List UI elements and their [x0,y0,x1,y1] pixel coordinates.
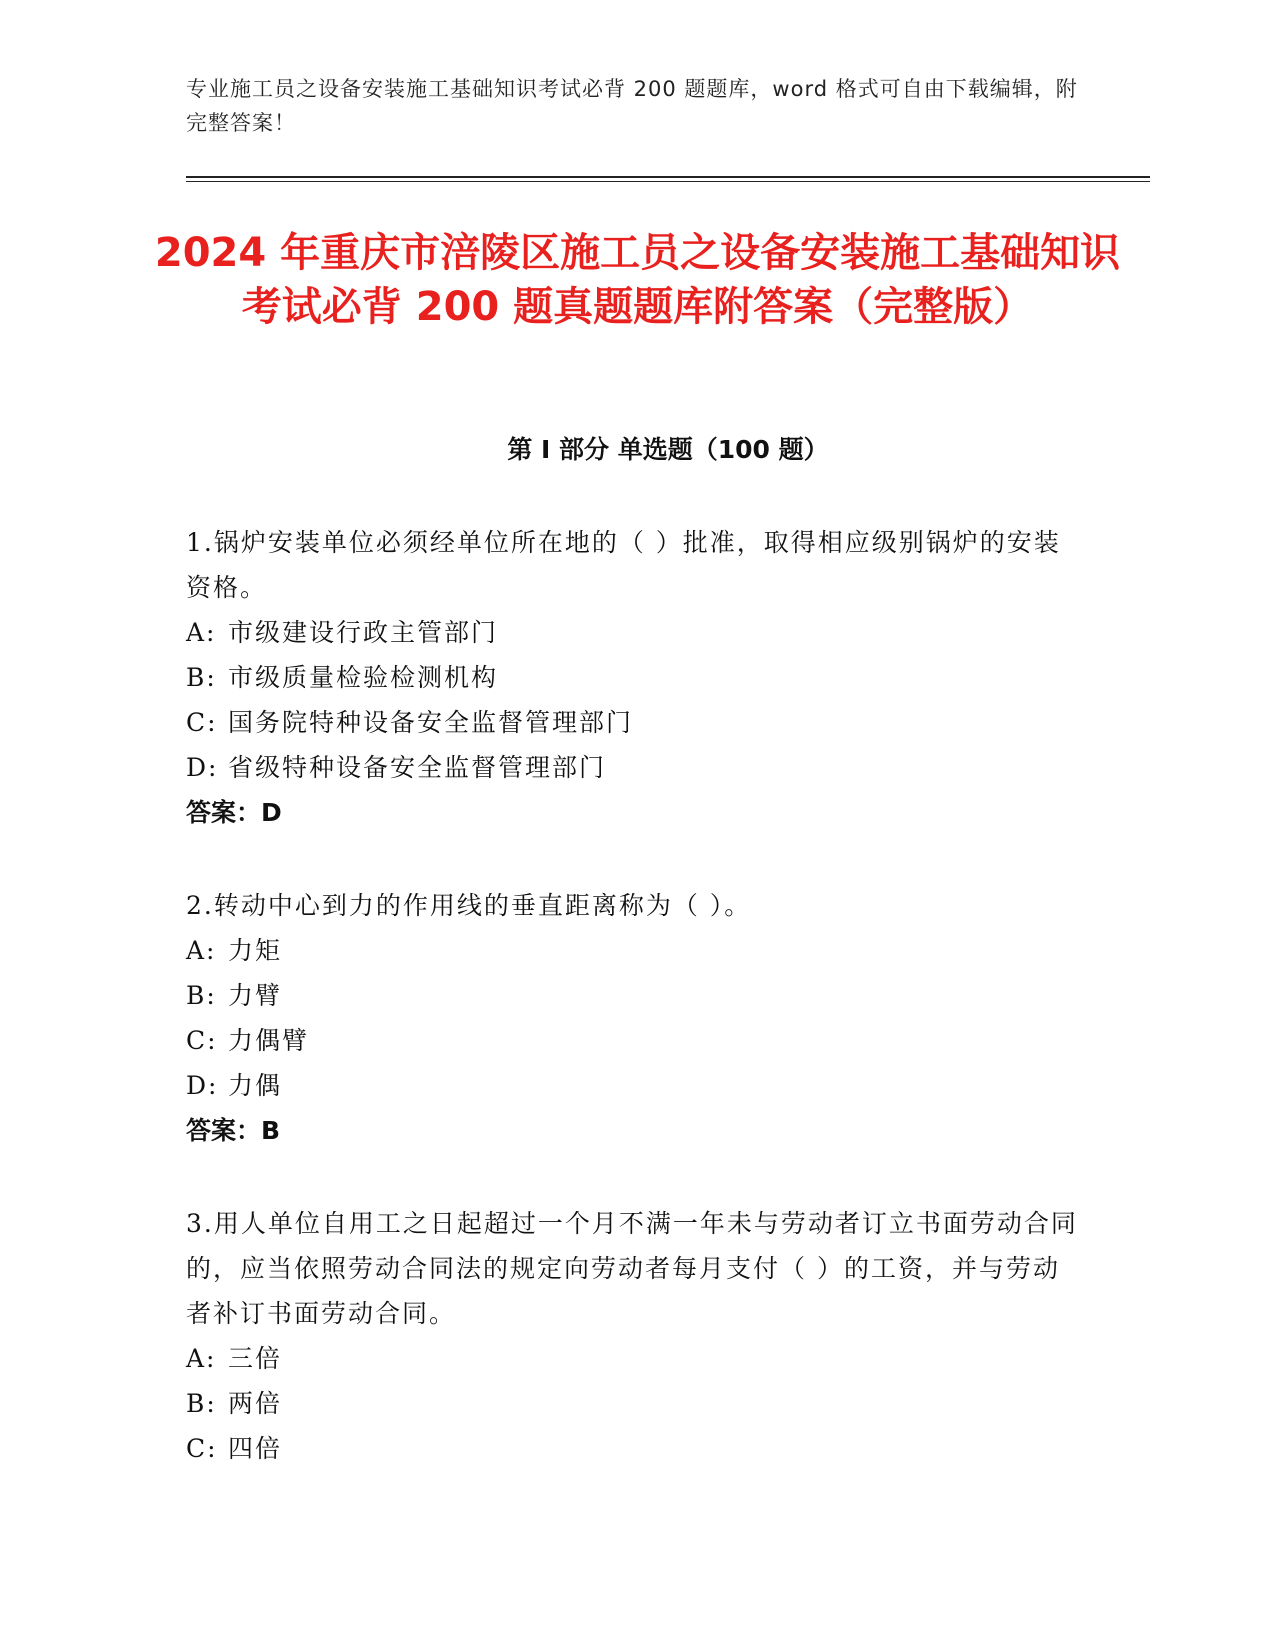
option-text: 四倍 [228,1434,283,1463]
question-item [186,883,1086,1153]
option-b [186,973,1086,1018]
option-d [186,745,1086,790]
question-text: 1.锅炉安装单位必须经单位所在地的（ ）批准，取得相应级别锅炉的安装资格。 [186,528,1061,602]
option-a [186,928,1086,973]
header-divider-thick [186,176,1150,178]
option-letter: B: [186,981,217,1010]
option-letter: B: [186,663,217,692]
option-b [186,1381,1086,1426]
option-text: 市级建设行政主管部门 [228,618,499,647]
answer-line: 答案：B [186,1116,281,1145]
option-text: 力矩 [228,936,283,965]
option-a [186,1336,1086,1381]
option-c [186,1426,1086,1471]
option-letter: A: [186,618,217,647]
option-letter: D: [186,1071,219,1100]
answer-line: 答案：D [186,798,282,827]
question-item [186,1201,1086,1471]
option-a [186,610,1086,655]
option-b [186,655,1086,700]
option-letter: C: [186,708,218,737]
question-item [186,520,1086,835]
option-letter: D: [186,753,219,782]
option-text: 力偶臂 [228,1026,310,1055]
option-letter: A: [186,1344,217,1373]
option-d [186,1063,1086,1108]
option-text: 力偶 [228,1071,283,1100]
header-divider-thin [186,181,1150,182]
option-c [186,700,1086,745]
option-c [186,1018,1086,1063]
option-letter: A: [186,936,217,965]
question-text: 3.用人单位自用工之日起超过一个月不满一年未与劳动者订立书面劳动合同的，应当依照劳动合同法的规定向劳动者每月支付（ ）的工资，并与劳动者补订书面劳动合同。 [186,1209,1078,1328]
option-text: 三倍 [228,1344,283,1373]
question-list [186,520,1086,1519]
question-text: 2.转动中心到力的作用线的垂直距离称为（ ）。 [186,891,752,920]
option-text: 市级质量检验检测机构 [228,663,499,692]
header-note: 专业施工员之设备安装施工基础知识考试必背 200 题题库，word 格式可自由下载编辑，附完整答案！ [186,77,1078,135]
option-letter: C: [186,1026,218,1055]
section-title: 第 I 部分 单选题（100 题） [507,435,829,464]
option-text: 力臂 [228,981,283,1010]
document-title: 2024 年重庆市涪陵区施工员之设备安装施工基础知识考试必背 200 题真题题库附答案（完整版） [154,230,1121,330]
option-text: 两倍 [228,1389,283,1418]
option-letter: B: [186,1389,217,1418]
option-letter: C: [186,1434,218,1463]
option-text: 省级特种设备安全监督管理部门 [228,753,607,782]
option-text: 国务院特种设备安全监督管理部门 [228,708,634,737]
